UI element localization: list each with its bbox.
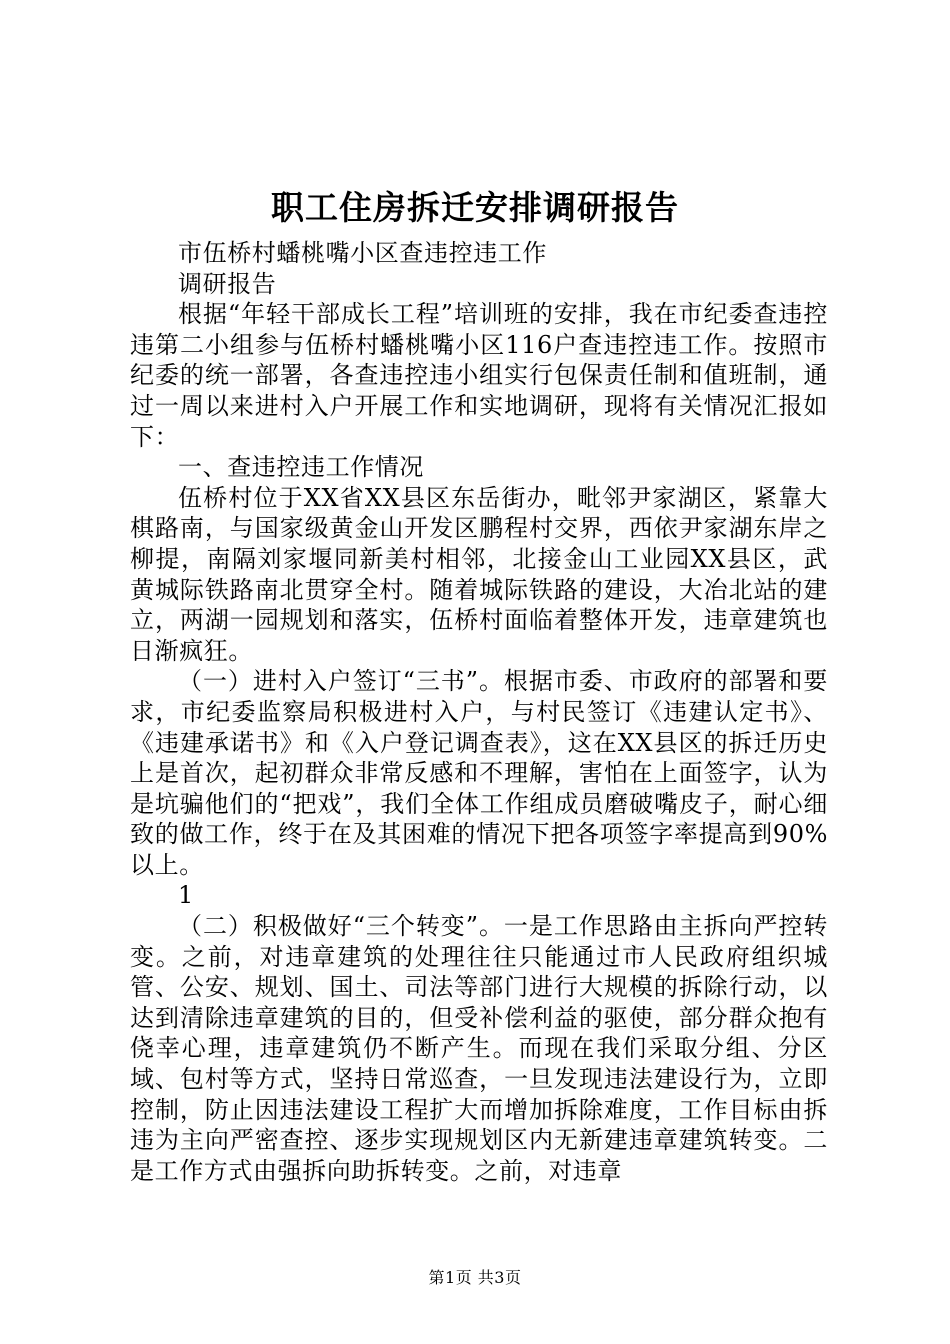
page-footer: 第1页 共3页: [428, 1268, 522, 1287]
inline-page-number: 1: [178, 881, 194, 910]
document-body: [130, 238, 828, 1186]
paragraph-location: 伍桥村位于XX省XX县区东岳街办，毗邻尹家湖区，紧靠大棋路南，与国家级黄金山开发区鹏程村交界，西依尹家湖东岸之柳提，南隔刘家堰同新美村相邻，北接金山工业园XX县区，武黄城际铁路南北贯穿全村。随着城际铁路的建设，大冶北站的建立，两湖一园规划和落实，伍桥村面临着整体开发，违章建筑也日渐疯狂。: [130, 483, 828, 665]
document-title: 职工住房拆迁安排调研报告: [271, 188, 679, 227]
subtitle-line-2: 调研报告: [178, 269, 277, 298]
section-heading: 一、查违控违工作情况: [178, 453, 424, 482]
subtitle-line-1: 市伍桥村蟠桃嘴小区查违控违工作: [178, 239, 547, 267]
paragraph-three-transformations: （二）积极做好“三个转变”。一是工作思路由主拆向严控转变。之前，对违章建筑的处理往往只能通过市人民政府组织城管、公安、规划、国土、司法等部门进行大规模的拆除行动，以达到清除违章建筑的目的，但受补偿利益的驱使，部分群众抱有侥幸心理，违章建筑仍不断产生。而现在我们采取分组、分区域、包村等方式，坚持日常巡查，一旦发现违法建设行为，立即控制，防止因违法建设工程扩大而增加拆除难度，工作目标由拆违为主向严密查控、逐步实现规划区内无新建违章建筑转变。二是工作方式由强拆向助拆转变。之前，对违章: [130, 912, 828, 1185]
paragraph-three-documents: （一）进村入户签订“三书”。根据市委、市政府的部署和要求，市纪委监察局积极进村入户，与村民签订《违建认定书》、《违建承诺书》和《入户登记调查表》，这在XX县区的拆迁历史上是首次，起初群众非常反感和不理解，害怕在上面签字，认为是坑骗他们的“把戏”，我们全体工作组成员磨破嘴皮子，耐心细致的做工作，终于在及其困难的情况下把各项签字率提高到90%以上。: [130, 667, 828, 879]
paragraph-intro: 根据“年轻干部成长工程”培训班的安排，我在市纪委查违控违第二小组参与伍桥村蟠桃嘴小区116户查违控违工作。按照市纪委的统一部署，各查违控违小组实行包保责任制和值班制，通过一周以来进村入户开展工作和实地调研，现将有关情况汇报如下：: [130, 300, 828, 451]
